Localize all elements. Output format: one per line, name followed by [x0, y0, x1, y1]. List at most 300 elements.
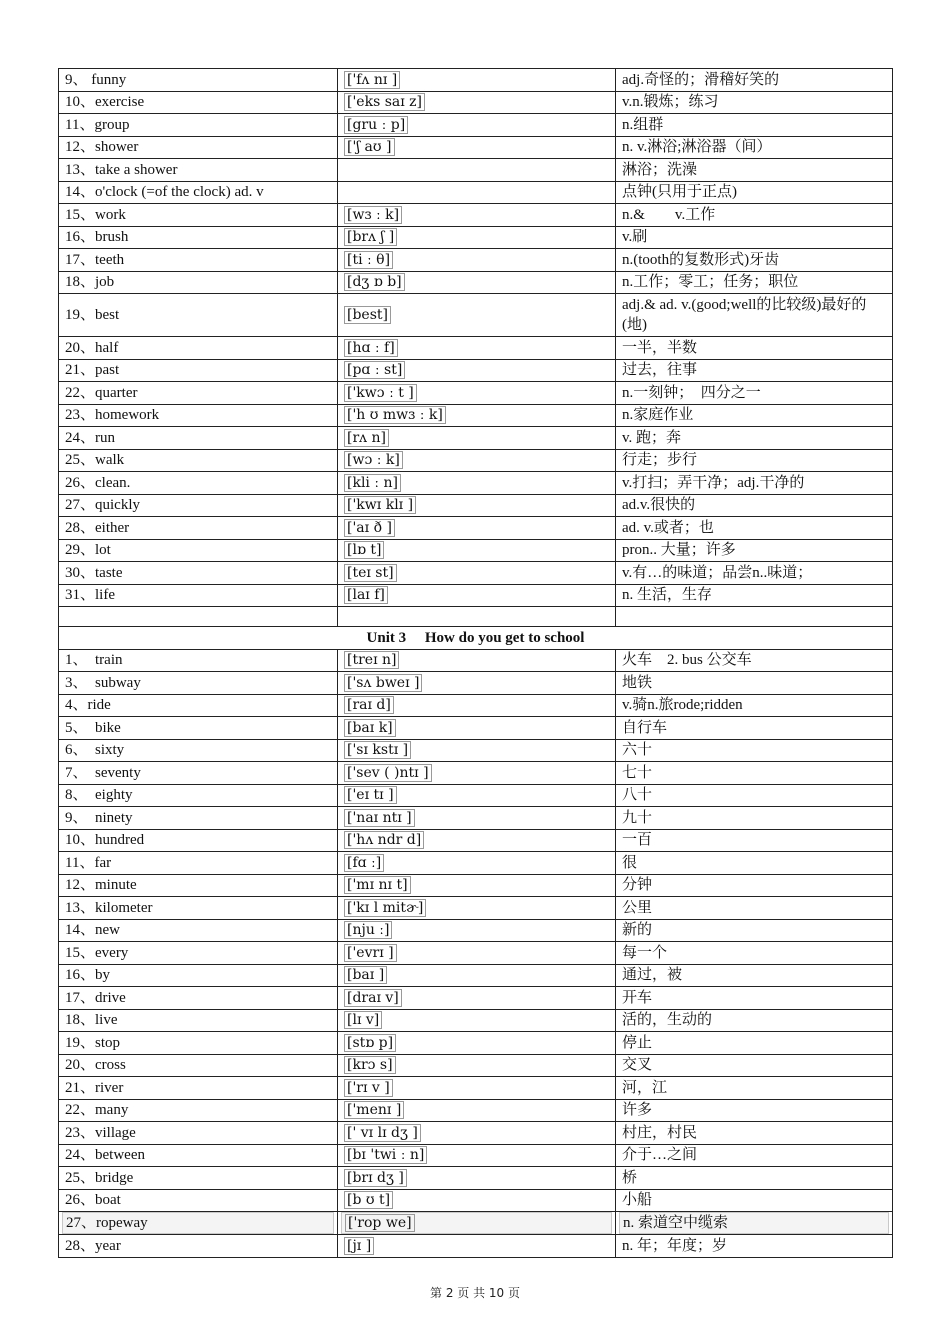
highlight-box [619, 1212, 889, 1234]
phonetic-text: [rʌ n] [344, 429, 389, 447]
phonetic-cell [338, 539, 616, 562]
phonetic-text: [baɪ k] [344, 719, 396, 737]
highlight-box [62, 1212, 334, 1234]
phonetic-text: [draɪ v] [344, 989, 402, 1007]
table-row [59, 69, 893, 92]
table-row [59, 562, 893, 585]
phonetic-text: [fɑ ː] [344, 854, 384, 872]
word-cell [59, 69, 338, 92]
phonetic-cell [338, 897, 616, 920]
meaning-cell [616, 829, 893, 852]
meaning-cell [616, 91, 893, 114]
word-cell [59, 1099, 338, 1122]
phonetic-cell [338, 964, 616, 987]
word-cell [59, 181, 338, 204]
meaning-cell [616, 1212, 893, 1235]
phonetic-cell [338, 1054, 616, 1077]
meaning-cell [616, 987, 893, 1010]
phonetic-text: [bɪ 'twi ː n] [344, 1146, 427, 1164]
meaning-cell [616, 672, 893, 695]
phonetic-cell [338, 874, 616, 897]
meaning-text: 分钟 [622, 877, 653, 894]
vocabulary-sheet [58, 68, 892, 1258]
word-cell [59, 359, 338, 382]
meaning-text: n.& v.工作 [622, 206, 716, 223]
word-text: 27、quickly [65, 497, 140, 514]
meaning-text: 自行车 [622, 719, 668, 736]
table-row [59, 739, 893, 762]
meaning-cell [616, 919, 893, 942]
word-text: 21、past [65, 362, 120, 379]
word-cell [59, 449, 338, 472]
meaning-text: 许多 [622, 1102, 653, 1119]
phonetic-text: [laɪ f] [344, 586, 388, 604]
phonetic-text: ['kɪ l mitɚ] [344, 899, 426, 917]
word-text: 3、 subway [65, 674, 141, 691]
phonetic-cell [338, 1009, 616, 1032]
meaning-cell [616, 159, 893, 182]
word-text: 24、run [65, 429, 115, 446]
meaning-cell [616, 717, 893, 740]
meaning-cell [616, 562, 893, 585]
phonetic-text: [treɪ n] [344, 651, 399, 669]
meaning-cell [616, 204, 893, 227]
meaning-text: 过去，往事 [622, 362, 698, 379]
table-row [59, 294, 893, 337]
table-row [59, 337, 893, 360]
meaning-cell [616, 181, 893, 204]
table-row [59, 1235, 893, 1258]
word-cell [59, 494, 338, 517]
meaning-cell [616, 807, 893, 830]
meaning-cell [616, 694, 893, 717]
phonetic-cell [338, 1122, 616, 1145]
phonetic-text: ['kwɔ ː t ] [344, 384, 417, 402]
phonetic-text: [b ʊ t] [344, 1191, 393, 1209]
meaning-text: v. 跑；奔 [622, 429, 682, 446]
meaning-text: 村庄，村民 [622, 1124, 698, 1141]
table-row [59, 91, 893, 114]
word-text: 25、walk [65, 452, 125, 469]
meaning-text: 交叉 [622, 1057, 653, 1074]
meaning-cell [616, 1144, 893, 1167]
meaning-text: 河，江 [622, 1079, 668, 1096]
phonetic-text: [jɪ ] [344, 1237, 374, 1255]
phonetic-text: [dʒ ɒ b] [344, 273, 405, 291]
phonetic-cell [338, 91, 616, 114]
phonetic-text: [ti ː θ] [344, 251, 393, 269]
table-row [59, 1167, 893, 1190]
highlight-box [341, 1212, 612, 1234]
meaning-text: n.组群 [622, 116, 664, 133]
word-text: 9、 funny [65, 71, 127, 88]
table-row [59, 649, 893, 672]
table-row [59, 181, 893, 204]
word-text: 6、 sixty [65, 742, 125, 759]
word-text: 29、lot [65, 542, 111, 559]
phonetic-cell [338, 69, 616, 92]
table-row [59, 942, 893, 965]
table-row [59, 1122, 893, 1145]
word-cell [59, 1189, 338, 1212]
word-cell [59, 739, 338, 762]
meaning-text: n. v.淋浴;淋浴器（间） [622, 139, 772, 156]
table-row [59, 852, 893, 875]
word-cell [59, 159, 338, 182]
phonetic-cell [338, 649, 616, 672]
phonetic-text: [raɪ d] [344, 696, 394, 714]
unit3-title: Unit 3 How do you get to school [59, 627, 893, 650]
table-row [59, 829, 893, 852]
word-text: 5、 bike [65, 719, 121, 736]
word-cell [59, 717, 338, 740]
phonetic-cell [338, 517, 616, 540]
word-text: 16、by [65, 967, 111, 984]
phonetic-text: [brʌ ʃ ] [344, 228, 397, 246]
phonetic-text: [lɒ t] [344, 541, 384, 559]
table-row [59, 539, 893, 562]
phonetic-text: ['fʌ nɪ ] [344, 71, 400, 89]
word-text: 13、take a shower [65, 161, 178, 178]
phonetic-text: ['aɪ ð ] [344, 519, 395, 537]
word-cell [59, 539, 338, 562]
phonetic-text: ['evrɪ ] [344, 944, 397, 962]
meaning-cell [616, 337, 893, 360]
word-text: 15、work [65, 206, 126, 223]
table-row [59, 897, 893, 920]
phonetic-cell [338, 494, 616, 517]
word-cell [59, 829, 338, 852]
meaning-text: 每一个 [622, 944, 668, 961]
table-row [59, 404, 893, 427]
meaning-text: 新的 [622, 922, 653, 939]
phonetic-text: ['kwɪ klɪ ] [344, 496, 416, 514]
phonetic-text: [nju ː] [344, 921, 392, 939]
meaning-text: v.n.锻炼；练习 [622, 94, 719, 111]
table-row [59, 472, 893, 495]
phonetic-cell [338, 1167, 616, 1190]
word-cell [59, 1032, 338, 1055]
table-row [59, 382, 893, 405]
phonetic-cell [338, 1235, 616, 1258]
phonetic-cell [338, 181, 616, 204]
word-text: 27、ropeway [66, 1215, 148, 1231]
word-text: 21、river [65, 1079, 124, 1096]
meaning-text: adj.& ad. v.(good;well的比较级)最好的(地) [622, 297, 867, 333]
word-text: 20、half [65, 339, 119, 356]
meaning-cell [616, 69, 893, 92]
table-row [59, 1099, 893, 1122]
phonetic-cell [338, 136, 616, 159]
meaning-text: 地铁 [622, 674, 653, 691]
phonetic-text: [hɑ ː f] [344, 339, 398, 357]
meaning-text: v.刷 [622, 229, 648, 246]
table-row [59, 494, 893, 517]
phonetic-cell [338, 449, 616, 472]
meaning-cell [616, 964, 893, 987]
word-cell [59, 136, 338, 159]
phonetic-cell [338, 829, 616, 852]
meaning-text: 九十 [622, 809, 653, 826]
table-row [59, 136, 893, 159]
meaning-cell [616, 249, 893, 272]
phonetic-cell [338, 294, 616, 337]
table-row [59, 919, 893, 942]
meaning-cell [616, 942, 893, 965]
phonetic-text: ['eks saɪ z] [344, 93, 425, 111]
phonetic-text: ['eɪ tɪ ] [344, 786, 397, 804]
word-text: 26、clean. [65, 474, 131, 491]
word-text: 28、either [65, 519, 130, 536]
meaning-text: 桥 [622, 1169, 638, 1186]
phonetic-cell [338, 1032, 616, 1055]
word-cell [59, 517, 338, 540]
word-text: 19、best [65, 307, 120, 323]
word-text: 9、 ninety [65, 809, 133, 826]
phonetic-text: [wɜ ː k] [344, 206, 402, 224]
word-text: 19、stop [65, 1034, 121, 1051]
word-cell [59, 427, 338, 450]
meaning-cell [616, 762, 893, 785]
word-cell [59, 294, 338, 337]
meaning-cell [616, 1189, 893, 1212]
meaning-cell [616, 294, 893, 337]
word-cell [59, 114, 338, 137]
word-text: 14、new [65, 922, 120, 939]
meaning-cell [616, 897, 893, 920]
meaning-text: 火车 2. bus 公交车 [622, 652, 752, 669]
meaning-cell [616, 1167, 893, 1190]
word-text: 25、bridge [65, 1169, 134, 1186]
phonetic-text: ['sev ( )ntɪ ] [344, 764, 432, 782]
meaning-text: v.骑n.旅rode;ridden [622, 697, 743, 714]
word-text: 17、drive [65, 989, 126, 1006]
phonetic-text: ['sʌ bweɪ ] [344, 674, 422, 692]
phonetic-cell [338, 359, 616, 382]
meaning-cell [616, 1122, 893, 1145]
phonetic-cell [338, 337, 616, 360]
word-cell [59, 1077, 338, 1100]
table-row [59, 672, 893, 695]
phonetic-text: [' vɪ lɪ dʒ ] [344, 1124, 421, 1142]
meaning-text: n.(tooth的复数形式)牙齿 [622, 251, 780, 268]
phonetic-text: ['mɪ nɪ t] [344, 876, 411, 894]
phonetic-cell [338, 852, 616, 875]
phonetic-cell [338, 1099, 616, 1122]
word-cell [59, 964, 338, 987]
table-row [59, 584, 893, 607]
table-row [59, 987, 893, 1010]
phonetic-cell [338, 1212, 616, 1235]
meaning-cell [616, 494, 893, 517]
meaning-cell [616, 649, 893, 672]
word-text: 13、kilometer [65, 899, 153, 916]
word-cell [59, 562, 338, 585]
word-text: 11、group [65, 116, 130, 133]
table-row [59, 717, 893, 740]
phonetic-cell [338, 404, 616, 427]
phonetic-text: [gru ː p] [344, 116, 408, 134]
word-text: 12、minute [65, 877, 137, 894]
meaning-text: 小船 [622, 1192, 653, 1209]
meaning-cell [616, 427, 893, 450]
word-text: 22、many [65, 1102, 129, 1119]
phonetic-cell [338, 987, 616, 1010]
table-row [59, 249, 893, 272]
table-row [59, 159, 893, 182]
phonetic-cell [338, 472, 616, 495]
phonetic-text: ['naɪ ntɪ ] [344, 809, 415, 827]
table-row [59, 204, 893, 227]
word-cell [59, 784, 338, 807]
meaning-text: 介于…之间 [622, 1147, 698, 1164]
word-cell [59, 694, 338, 717]
meaning-cell [616, 1054, 893, 1077]
meaning-cell [616, 271, 893, 294]
phonetic-text: ['menɪ ] [344, 1101, 404, 1119]
meaning-cell [616, 852, 893, 875]
phonetic-text: ['rɪ v ] [344, 1079, 393, 1097]
word-cell [59, 672, 338, 695]
phonetic-text: [baɪ ] [344, 966, 387, 984]
meaning-text: 公里 [622, 899, 653, 916]
phonetic-cell [338, 784, 616, 807]
table-row [59, 449, 893, 472]
meaning-cell [616, 114, 893, 137]
word-text: 28、year [65, 1237, 121, 1254]
meaning-text: ad.v.很快的 [622, 497, 696, 514]
unit3-rows [59, 649, 893, 1257]
word-text: 26、boat [65, 1192, 121, 1209]
table-row [59, 1054, 893, 1077]
table-row [59, 964, 893, 987]
table-row [59, 1144, 893, 1167]
word-cell [59, 942, 338, 965]
meaning-text: n.工作；零工；任务；职位 [622, 274, 799, 291]
word-text: 18、live [65, 1012, 118, 1029]
word-cell [59, 649, 338, 672]
phonetic-cell [338, 562, 616, 585]
word-cell [59, 1144, 338, 1167]
word-text: 20、cross [65, 1057, 126, 1074]
meaning-cell [616, 136, 893, 159]
word-text: 7、 seventy [65, 764, 141, 781]
phonetic-cell [338, 271, 616, 294]
word-cell [59, 1009, 338, 1032]
word-cell [59, 584, 338, 607]
phonetic-cell [338, 427, 616, 450]
meaning-text: n. 生活，生存 [622, 587, 713, 604]
phonetic-text: [kli ː n] [344, 474, 401, 492]
phonetic-cell [338, 807, 616, 830]
table-row [59, 271, 893, 294]
page-footer: 第 2 页 共 10 页 [430, 1286, 520, 1300]
meaning-text: 通过，被 [622, 967, 683, 984]
meaning-cell [616, 1077, 893, 1100]
word-text: 24、between [65, 1147, 145, 1164]
meaning-text: v.打扫；弄干净；adj.干净的 [622, 474, 805, 491]
word-cell [59, 762, 338, 785]
phonetic-cell [338, 942, 616, 965]
word-cell [59, 987, 338, 1010]
phonetic-cell [338, 672, 616, 695]
meaning-cell [616, 1099, 893, 1122]
word-text: 15、every [65, 944, 129, 961]
phonetic-cell [338, 919, 616, 942]
table-row [59, 807, 893, 830]
blank-row [59, 607, 893, 627]
meaning-text: ad. v.或者；也 [622, 519, 714, 536]
table-row [59, 784, 893, 807]
meaning-cell [616, 517, 893, 540]
word-text: 11、far [65, 854, 112, 871]
separator-rows [59, 607, 893, 650]
meaning-cell [616, 226, 893, 249]
phonetic-cell [338, 717, 616, 740]
phonetic-text: [lɪ v] [344, 1011, 382, 1029]
word-cell [59, 204, 338, 227]
meaning-text: 很 [622, 854, 638, 871]
meaning-text: v.有…的味道；品尝n..味道； [622, 564, 813, 581]
meaning-text: 七十 [622, 764, 653, 781]
word-text: 4、ride [65, 697, 111, 714]
meaning-text: n. 索道空中缆索 [623, 1215, 729, 1231]
meaning-text: 六十 [622, 742, 653, 759]
word-cell [59, 382, 338, 405]
meaning-text: 一百 [622, 832, 653, 849]
word-cell [59, 1122, 338, 1145]
phonetic-text: [wɔ ː k] [344, 451, 403, 469]
meaning-cell [616, 1009, 893, 1032]
phonetic-text: [brɪ dʒ ] [344, 1169, 407, 1187]
meaning-cell [616, 739, 893, 762]
word-text: 10、exercise [65, 94, 145, 111]
phonetic-cell [338, 762, 616, 785]
meaning-cell [616, 472, 893, 495]
table-row [59, 1009, 893, 1032]
table-row [59, 517, 893, 540]
unit3-header-row [59, 627, 893, 650]
word-cell [59, 226, 338, 249]
word-text: 31、life [65, 587, 115, 604]
word-text: 23、homework [65, 407, 160, 424]
meaning-text: n. 年；年度；岁 [622, 1237, 728, 1254]
meaning-text: n.一刻钟； 四分之一 [622, 384, 761, 401]
meaning-text: n.家庭作业 [622, 407, 694, 424]
table-row [59, 1212, 893, 1235]
phonetic-cell [338, 114, 616, 137]
meaning-text: 开车 [622, 989, 653, 1006]
word-text: 23、village [65, 1124, 136, 1141]
meaning-cell [616, 359, 893, 382]
phonetic-text: [stɒ p] [344, 1034, 396, 1052]
meaning-cell [616, 449, 893, 472]
word-cell [59, 852, 338, 875]
phonetic-cell [338, 159, 616, 182]
word-cell [59, 919, 338, 942]
word-text: 22、quarter [65, 384, 138, 401]
word-cell [59, 1167, 338, 1190]
word-cell [59, 472, 338, 495]
table-row [59, 694, 893, 717]
word-text: 14、o'clock (=of the clock) ad. v [65, 184, 264, 201]
word-cell [59, 271, 338, 294]
meaning-text: 点钟(只用于正点) [622, 184, 737, 201]
word-cell [59, 1235, 338, 1258]
meaning-cell [616, 382, 893, 405]
meaning-cell [616, 1235, 893, 1258]
table-row [59, 874, 893, 897]
